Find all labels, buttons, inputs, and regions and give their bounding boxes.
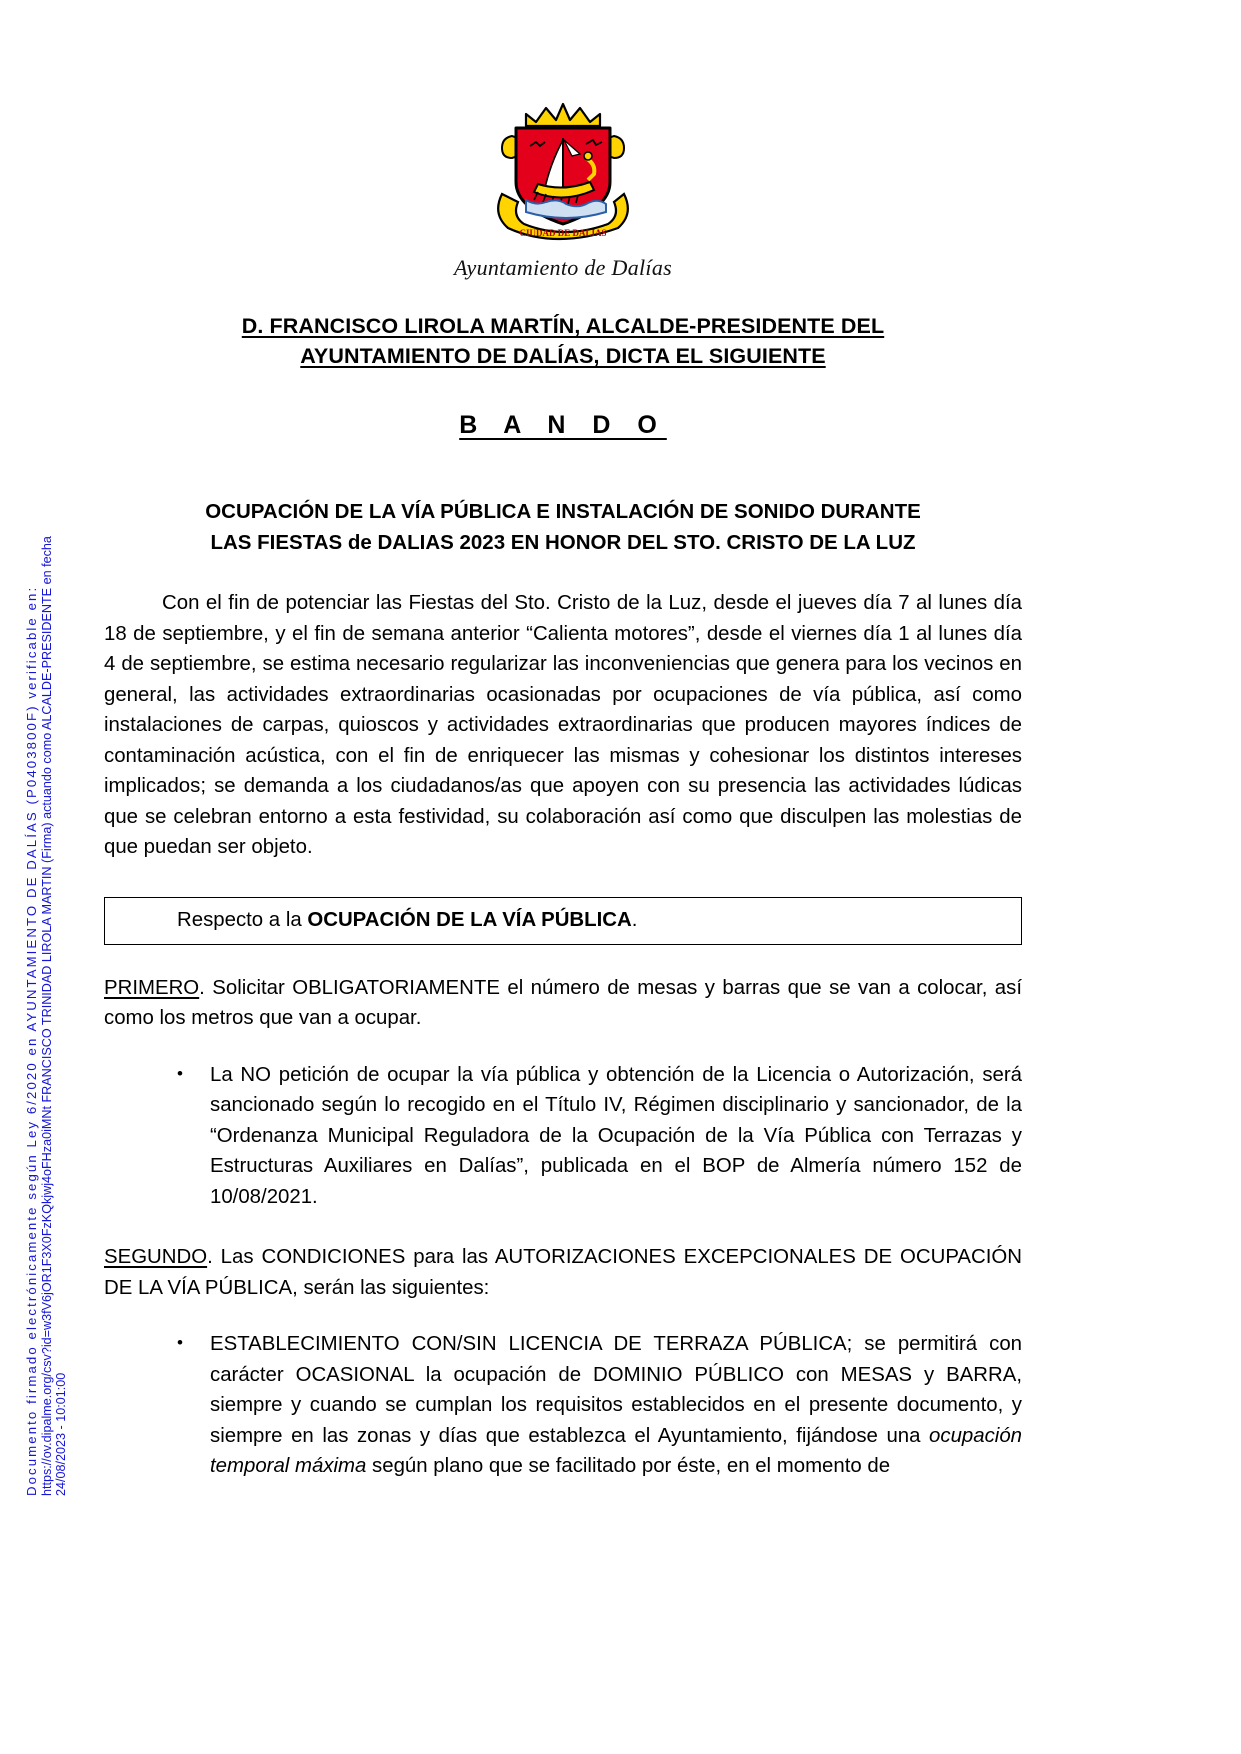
crest-block bbox=[104, 0, 1022, 281]
callout-box bbox=[104, 897, 1022, 945]
segundo-bullet-part2: según plano que se facilitado por éste, en el momento de bbox=[366, 1455, 891, 1477]
callout-prefix: Respecto a la bbox=[177, 908, 308, 931]
segundo-bullet-italic: ocupación temporal máxima bbox=[210, 1424, 1022, 1477]
subtitle-line-2: LAS FIESTAS de DALIAS 2023 EN HONOR DEL STO. CRISTO DE LA LUZ bbox=[210, 531, 916, 554]
segundo-label: SEGUNDO bbox=[104, 1246, 208, 1268]
intro-paragraph: Con el fin de potenciar las Fiestas del Sto. Cristo de la Luz, desde el jueves día 7 al lunes día 18 de septiembre, y el fin de semana anterior “Calienta motores”, desde el viernes día 1 al lunes día 4 de septiembre, se estima necesario regularizar las inconveniencias que genera para los vecinos en general, las actividades extraordinarias ocasionadas por ocupaciones de vía pública, así como instalaciones de carpas, quioscos y actividades extraordinarias que producen mayores índices de contaminación acústica, con el fin de enriquecer las mismas y cohesionar los distintos intereses implicados; se demanda a los ciudadanos/as que apoyen con su presencia las actividades lúdicas que se celebran entorno a esta festividad, su colaboración así como que disculpen las molestias de que puedan ser objeto. bbox=[104, 592, 1022, 858]
primero-bullet-list bbox=[104, 1060, 1022, 1213]
csv-signature-line-1: Documento firmado electrónicamente según Ley 6/2020 en AYUNTAMIENTO DE DALÍAS (P0403800F) verificable en: bbox=[24, 585, 39, 1496]
list-item bbox=[104, 1329, 1022, 1482]
heading-line-1: D. FRANCISCO LIROLA MARTÍN, ALCALDE-PRESIDENTE DEL bbox=[241, 314, 885, 338]
primero-label: PRIMERO bbox=[104, 976, 200, 999]
primero-paragraph bbox=[104, 973, 1022, 1034]
segundo-bullet-list bbox=[104, 1329, 1022, 1482]
primero-text: . Solicitar OBLIGATORIAMENTE el número de mesas y barras que se van a colocar, así como los metros que van a ocupar. bbox=[104, 976, 1022, 1029]
subtitle-line-1: OCUPACIÓN DE LA VÍA PÚBLICA E INSTALACIÓN DE SONIDO DURANTE bbox=[205, 500, 921, 523]
callout-suffix: . bbox=[631, 908, 638, 931]
bando-title: B A N D O bbox=[459, 411, 667, 439]
electronic-signature-sidebar bbox=[0, 0, 68, 1754]
segundo-bullet-part1: ESTABLECIMIENTO CON/SIN LICENCIA DE TERRAZA PÚBLICA; se permitirá con carácter OCASIONAL la ocupación de DOMINIO PÚBLICO con MESAS y BARRA, siempre y cuando se cumplan los requisitos establecidos en el presente documento, y siempre en las zonas y días que establezca el Ayuntamiento, fijándose una bbox=[210, 1333, 1022, 1447]
crest-ribbon-text: CIUDAD DE DALIAS bbox=[519, 228, 607, 238]
segundo-text: . Las CONDICIONES para las AUTORIZACIONES EXCEPCIONALES DE OCUPACIÓN DE LA VÍA PÚBLICA, serán las siguientes: bbox=[104, 1246, 1022, 1299]
heading-line-2: AYUNTAMIENTO DE DALÍAS, DICTA EL SIGUIENTE bbox=[300, 344, 826, 368]
csv-timestamp-line: 24/08/2023 - 10:01:00 bbox=[54, 1372, 68, 1496]
dalias-coat-of-arms-icon bbox=[468, 96, 658, 248]
list-item: • La NO petición de ocupar la vía pública y obtención de la Licencia o Autorización, será sancionado según lo recogido en el Título IV, Régimen disciplinario y sancionador, de la “Ordenanza Municipal Reguladora de la Ocupación de la Vía Pública con Terrazas y Estructuras Auxiliares en Dalías”, publicada en el BOP de Almería número 152 de 10/08/2021. bbox=[104, 1060, 1022, 1213]
segundo-paragraph bbox=[104, 1242, 1022, 1303]
document-body bbox=[104, 0, 1022, 1482]
authority-heading bbox=[104, 311, 1022, 371]
callout-text bbox=[115, 907, 1011, 933]
document-subtitle bbox=[104, 496, 1022, 558]
csv-url-line: https://ov.dipalme.org/csv?id=w3fV6jOR1F3X0FzKQkjwj4oFHza0iMNt FRANCISCO TRINIDAD LIROLA MARTIN (Firma) actuando como ALCALDE-PRESIDENTE en fecha bbox=[40, 536, 54, 1496]
crest-caption: Ayuntamiento de Dalías bbox=[453, 255, 673, 280]
callout-bold: OCUPACIÓN DE LA VÍA PÚBLICA bbox=[307, 908, 632, 931]
